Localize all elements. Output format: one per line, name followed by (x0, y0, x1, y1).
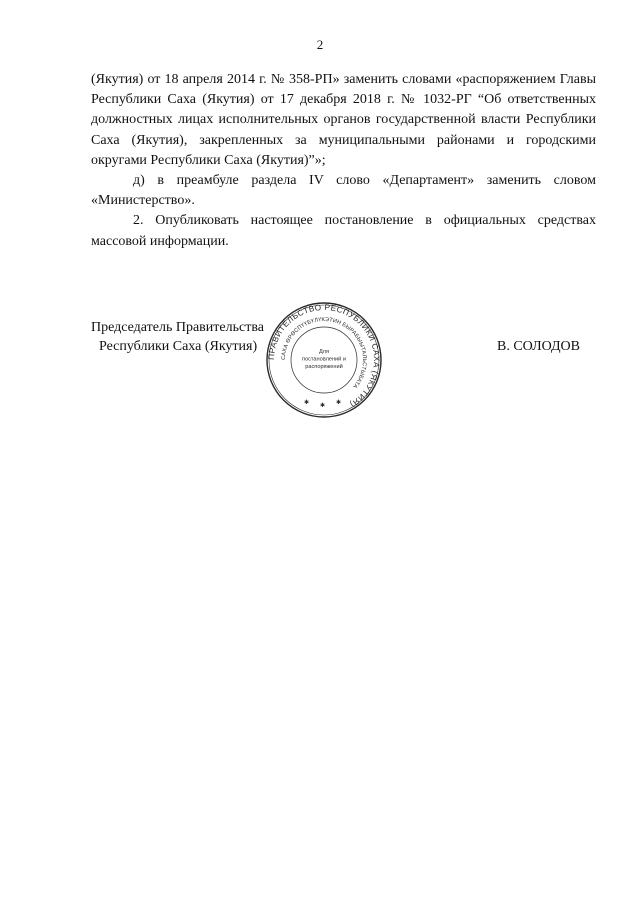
seal-star-right-icon: ✱ (336, 400, 342, 406)
paragraph-continuation: (Якутия) от 18 апреля 2014 г. № 358-РП» заменить словами «распоряжением Главы Республики Саха (Якутия) от 17 декабря 2018 г. № 1032-РГ “Об ответственных должностных лицах исполнительных органов государственной власти Республики Саха (Якутия), закрепленных за муниципальными районами и городскими округами Республики Саха (Якутия)”»; (91, 72, 596, 168)
signatory-title-line1: Председатель Правительства (91, 320, 264, 335)
page-number: 2 (316, 37, 324, 52)
signatory-name: В. СОЛОДОВ (497, 339, 580, 354)
seal-inner-text: САХА ӨРӨСПҮҮБҮЛҮКЭТИН БЫРАБЫЫТАЛЬСТЫБАТА (280, 316, 368, 389)
signatory-title-line2: Республики Саха (Якутия) (99, 339, 258, 354)
seal-center-line2: постановлений и (302, 356, 346, 363)
seal-center-line1: Для (318, 349, 330, 355)
seal-star-left-icon: ✱ (304, 400, 310, 406)
seal-outer-text: ПРАВИТЕЛЬСТВО РЕСПУБЛИКИ САХА (ЯКУТИЯ) (266, 302, 382, 410)
seal-center-line3: распоряжений (305, 364, 343, 370)
document-body (91, 70, 596, 252)
paragraph-item-2: 2. Опубликовать настоящее постановление в официальных средствах массовой информации. (91, 213, 596, 249)
seal-star-center-icon: ✱ (320, 403, 326, 409)
official-seal (264, 300, 384, 420)
paragraph-item-d: д) в преамбуле раздела IV слово «Департамент» заменить словом «Министерство». (91, 173, 596, 209)
signatory-title (91, 318, 264, 356)
